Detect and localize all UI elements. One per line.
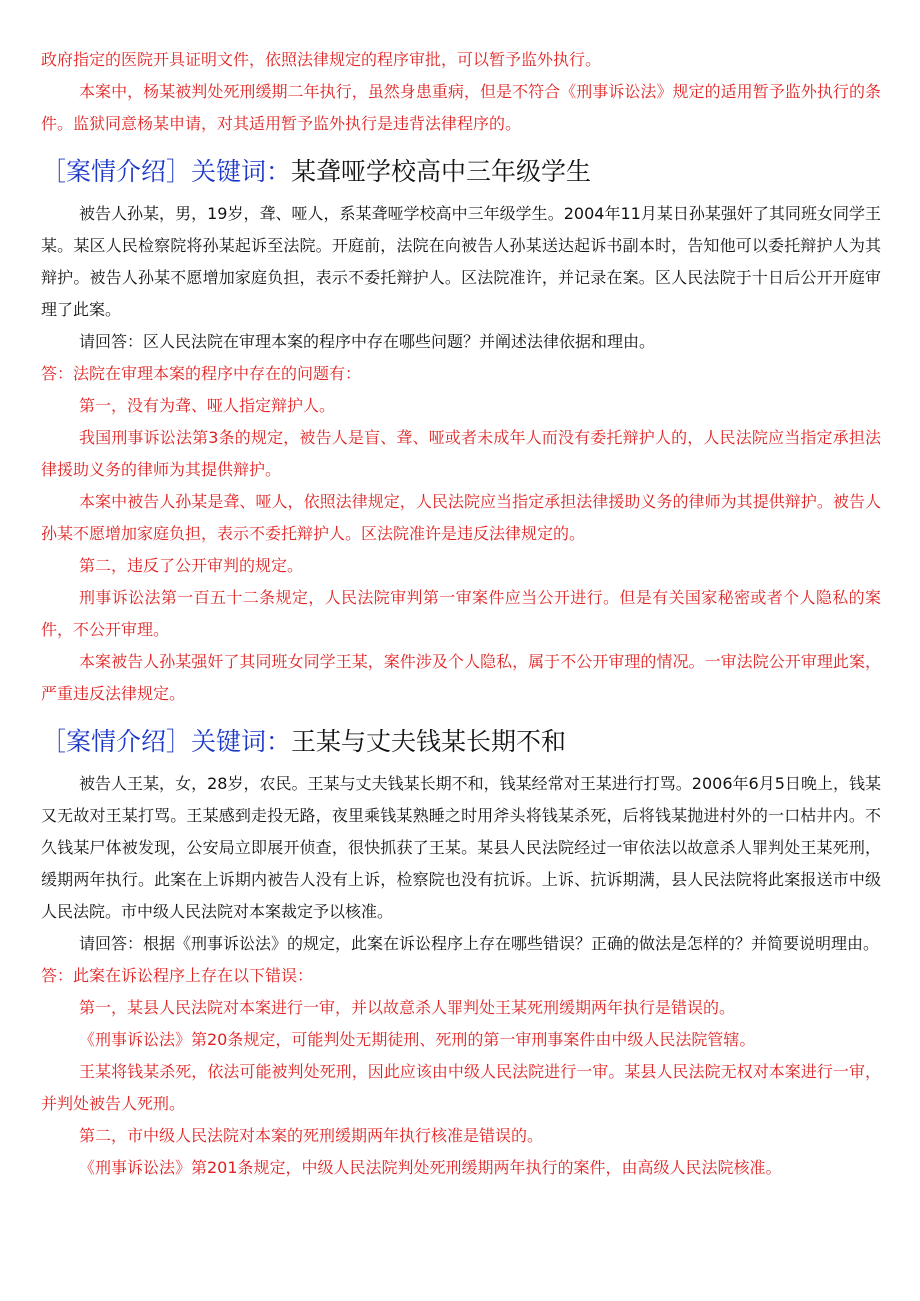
document-page [41,44,881,1184]
continuation-paragraph-2: 本案中，杨某被判处死刑缓期二年执行，虽然身患重病，但是不符合《刑事诉讼法》规定的适用暂予监外执行的条件。监狱同意杨某申请，对其适用暂予监外执行是违背法律程序的。 [41,82,881,133]
case2-topic: 王某与丈夫钱某长期不和 [291,727,567,756]
case1-answer-analysis-1: 本案中被告人孙某是聋、哑人，依照法律规定，人民法院应当指定承担法律援助义务的律师为其提供辩护。被告人孙某不愿增加家庭负担，表示不委托辩护人。区法院准许是违反法律规定的。 [41,492,881,543]
case1-keyword-label: 关键词： [191,157,292,186]
case1-heading [41,154,881,190]
case1-answer-point-1: 第一，没有为聋、哑人指定辩护人。 [79,396,336,415]
case2-answer-point-1: 第一，某县人民法院对本案进行一审，并以故意杀人罪判处王某死刑缓期两年执行是错误的。 [79,998,736,1017]
case2-answer-analysis-1: 王某将钱某杀死，依法可能被判处死刑，因此应该由中级人民法院进行一审。某县人民法院无权对本案进行一审，并判处被告人死刑。 [41,1062,881,1113]
case2-question: 请回答：根据《刑事诉讼法》的规定，此案在诉讼程序上存在哪些错误？正确的做法是怎样的？并简要说明理由。 [79,934,880,953]
case2-answer-intro: 答：此案在诉讼程序上存在以下错误： [41,966,314,985]
case1-facts: 被告人孙某，男，19岁，聋、哑人，系某聋哑学校高中三年级学生。2004年11月某日孙某强奸了其同班女同学王某。某区人民检察院将孙某起诉至法院。开庭前，法院在向被告人孙某送达起诉书副本时，告知他可以委托辩护人为其辩护。被告人孙某不愿增加家庭负担，表示不委托辩护人。区法院准许，并记录在案。区人民法院于十日后公开开庭审理了此案。 [41,204,881,319]
case1-answer-intro: 答：法院在审理本案的程序中存在的问题有： [41,364,362,383]
case2-answer-law-2: 《刑事诉讼法》第201条规定，中级人民法院判处死刑缓期两年执行的案件，由高级人民法院核准。 [79,1158,782,1177]
case1-question: 请回答：区人民法院在审理本案的程序中存在哪些问题？并阐述法律依据和理由。 [79,332,656,351]
case1-topic: 某聋哑学校高中三年级学生 [291,157,592,186]
continuation-paragraph-1: 政府指定的医院开具证明文件，依照法律规定的程序审批，可以暂予监外执行。 [41,50,602,69]
case2-answer-point-2: 第二，市中级人民法院对本案的死刑缓期两年执行核准是错误的。 [79,1126,544,1145]
case2-tag: ［案情介绍］ [41,727,192,756]
case2-heading [41,724,881,760]
case1-answer-law-2: 刑事诉讼法第一百五十二条规定，人民法院审判第一审案件应当公开进行。但是有关国家秘密或者个人隐私的案件，不公开审理。 [41,588,881,639]
case1-tag: ［案情介绍］ [41,157,192,186]
case2-keyword-label: 关键词： [191,727,292,756]
case1-answer-point-2: 第二，违反了公开审判的规定。 [79,556,304,575]
case2-facts: 被告人王某，女，28岁，农民。王某与丈夫钱某长期不和，钱某经常对王某进行打骂。2006年6月5日晚上，钱某又无故对王某打骂。王某感到走投无路，夜里乘钱某熟睡之时用斧头将钱某杀死，后将钱某抛进村外的一口枯井内。不久钱某尸体被发现，公安局立即展开侦查，很快抓获了王某。某县人民法院经过一审依法以故意杀人罪判处王某死刑，缓期两年执行。此案在上诉期内被告人没有上诉，检察院也没有抗诉。上诉、抗诉期满，县人民法院将此案报送市中级人民法院。市中级人民法院对本案裁定予以核准。 [41,774,881,921]
case2-answer-law-1: 《刑事诉讼法》第20条规定，可能判处无期徒刑、死刑的第一审刑事案件由中级人民法院管辖。 [79,1030,756,1049]
case1-answer-law-1: 我国刑事诉讼法第3条的规定，被告人是盲、聋、哑或者未成年人而没有委托辩护人的，人民法院应当指定承担法律援助义务的律师为其提供辩护。 [41,428,881,479]
case1-answer-analysis-2: 本案被告人孙某强奸了其同班女同学王某，案件涉及个人隐私，属于不公开审理的情况。一审法院公开审理此案，严重违反法律规定。 [41,652,881,703]
